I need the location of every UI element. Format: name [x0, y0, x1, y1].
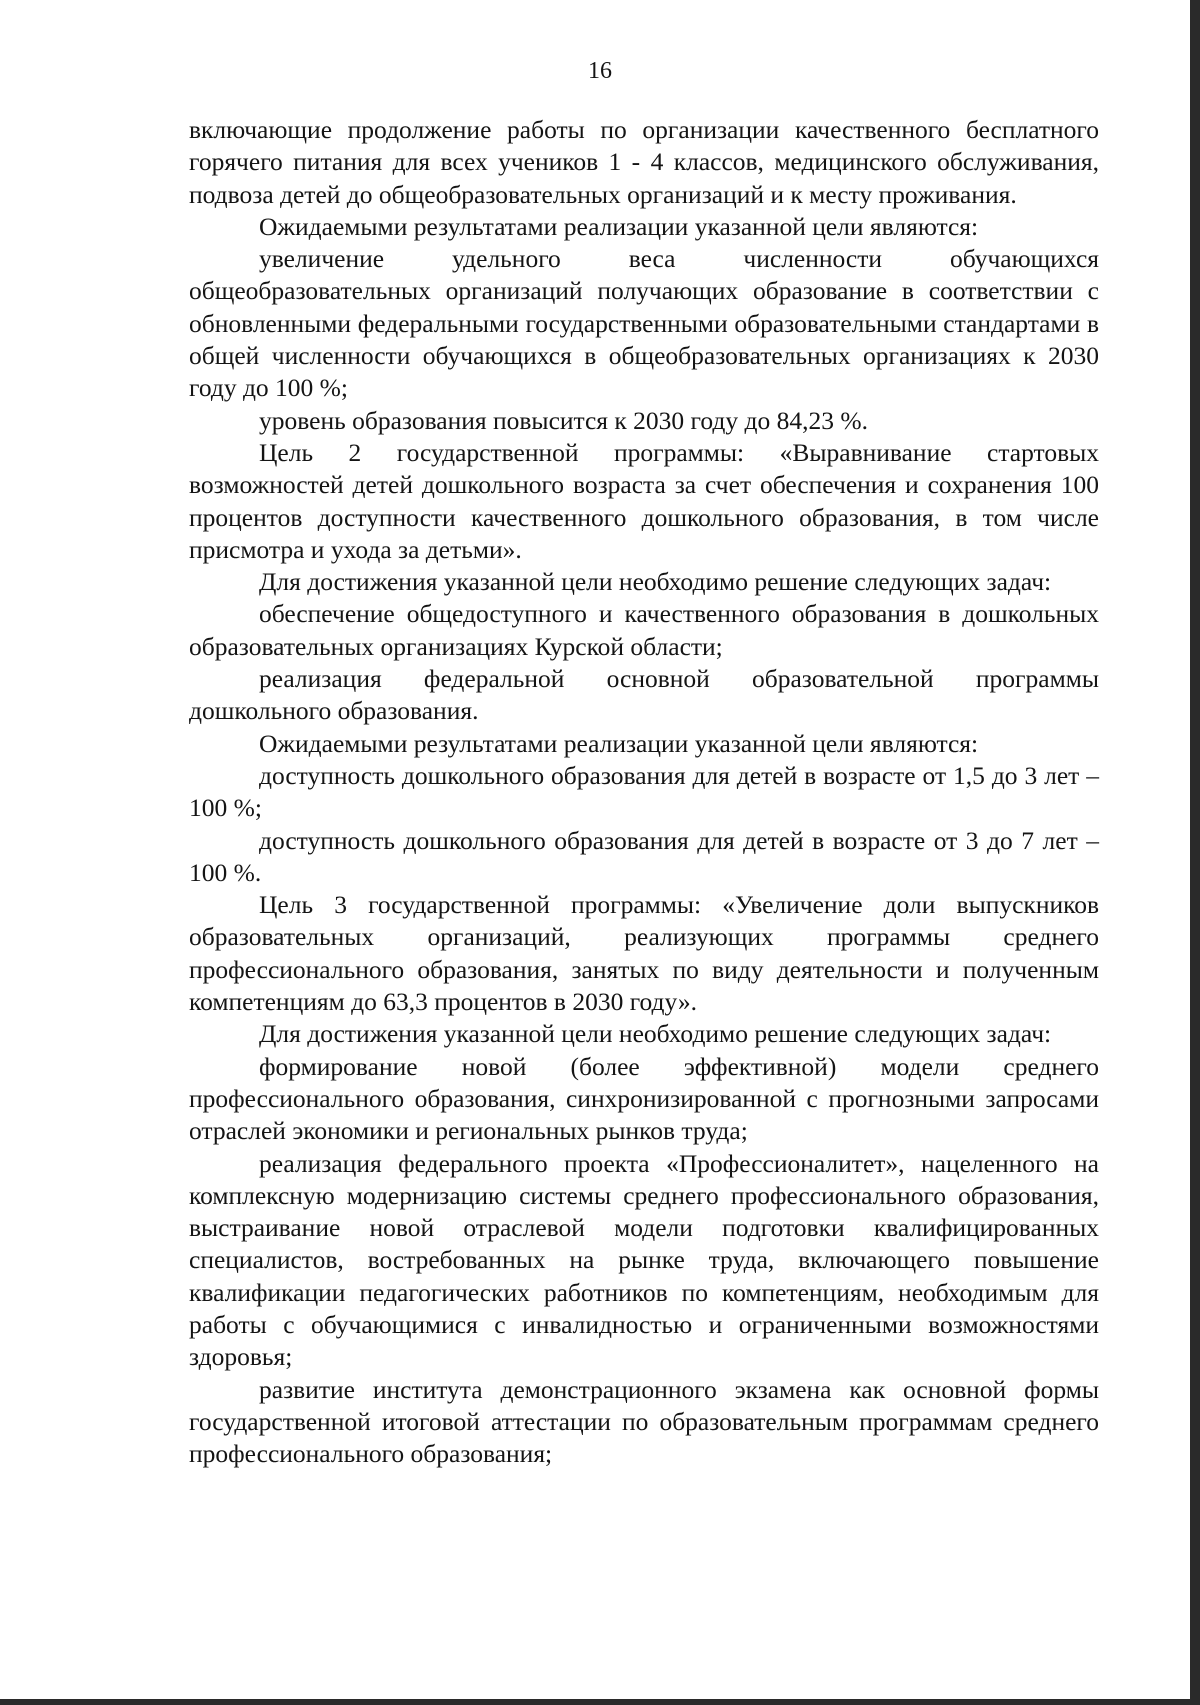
- paragraph: Цель 3 государственной программы: «Увеличение доли выпускников образовательных организаций, реализующих программы среднего профессионального образования, занятых по виду деятельности и полученным компетенциям до 63,3 процентов в 2030 году».: [189, 890, 1099, 1017]
- scan-edge-bottom: [0, 1699, 1200, 1705]
- page-number: [0, 58, 1200, 85]
- paragraph: развитие института демонстрационного экзамена как основной формы государственной итоговой аттестации по образовательным программам среднего профессионального образования;: [189, 1374, 1099, 1469]
- paragraph: обеспечение общедоступного и качественного образования в дошкольных образовательных организациях Курской области;: [189, 599, 1099, 661]
- paragraph: Ожидаемыми результатами реализации указанной цели являются:: [259, 211, 979, 241]
- paragraph: реализация федеральной основной образовательной программы дошкольного образования.: [189, 664, 1099, 726]
- document-body: [189, 114, 1099, 1470]
- paragraph: формирование новой (более эффективной) модели среднего профессионального образования, синхронизированной с прогнозными запросами отраслей экономики и региональных рынков труда;: [189, 1051, 1099, 1146]
- paragraph: Цель 2 государственной программы: «Выравнивание стартовых возможностей детей дошкольного возраста за счет обеспечения и сохранения 100 процентов доступности качественного дошкольного образования, в том числе присмотра и ухода за детьми».: [189, 437, 1099, 564]
- page-number-text: 16: [588, 58, 612, 84]
- paragraph: Ожидаемыми результатами реализации указанной цели являются:: [259, 728, 979, 758]
- paragraph: реализация федерального проекта «Профессионалитет», нацеленного на комплексную модернизацию системы среднего профессионального образования, выстраивание новой отраслевой модели подготовки квалифицированных специалистов, востребованных на рынке труда, включающего повышение квалификации педагогических работников по компетенциям, необходимым для работы с обучающимися с инвалидностью и ограниченными возможностями здоровья;: [189, 1148, 1099, 1372]
- paragraph: доступность дошкольного образования для детей в возрасте от 1,5 до 3 лет – 100 %;: [189, 760, 1099, 823]
- paragraph-continuation: включающие продолжение работы по организации качественного бесплатного горячего питания для всех учеников 1 - 4 классов, медицинского обслуживания, подвоза детей до общеобразовательных организаций и к месту проживания.: [189, 115, 1099, 209]
- paragraph: увеличение удельного веса численности обучающихся общеобразовательных организаций получающих образование в соответствии с обновленными федеральными государственными образовательными стандартами в общей численности обучающихся в общеобразовательных организациях к 2030 году до 100 %;: [189, 244, 1099, 403]
- paragraph: Для достижения указанной цели необходимо решение следующих задач:: [259, 1019, 1052, 1049]
- paragraph: Для достижения указанной цели необходимо решение следующих задач:: [259, 567, 1052, 597]
- paragraph: уровень образования повысится к 2030 году до 84,23 %.: [259, 405, 868, 435]
- paragraph: доступность дошкольного образования для детей в возрасте от 3 до 7 лет – 100 %.: [189, 825, 1099, 887]
- scan-edge-right: [1190, 0, 1200, 1705]
